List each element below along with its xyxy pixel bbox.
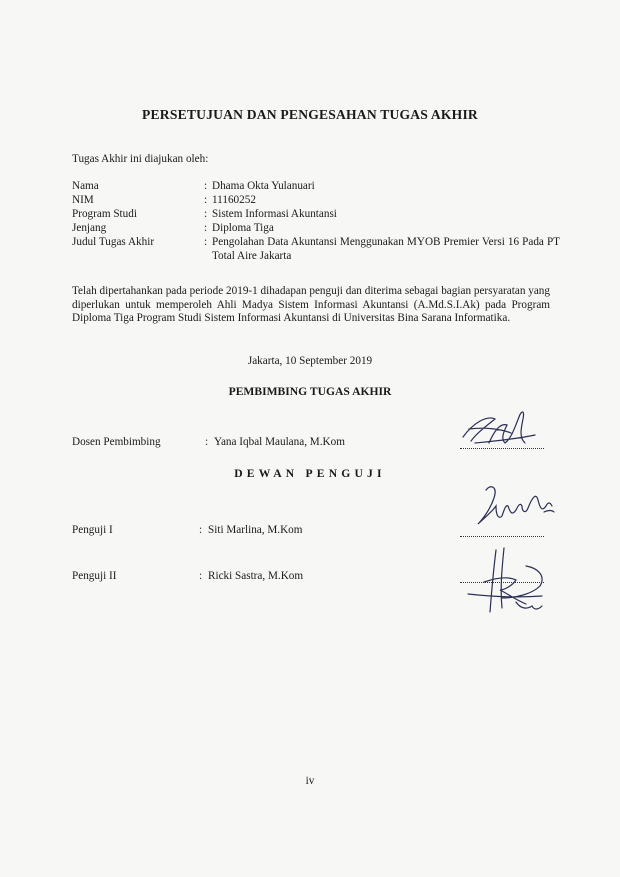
page-number: iv <box>305 775 315 787</box>
field-value: Sistem Informasi Akuntansi <box>212 208 337 220</box>
field-colon: : <box>204 180 208 192</box>
field-value: 11160252 <box>212 194 256 206</box>
penguji-colon: : <box>199 524 203 536</box>
field-value: Diploma Tiga <box>212 222 274 234</box>
field-label: Nama <box>72 180 99 192</box>
pembimbing-heading: PEMBIMBING TUGAS AKHIR <box>228 385 392 398</box>
penguji-label: Penguji II <box>72 570 117 582</box>
place-date: Jakarta, 10 September 2019 <box>247 355 373 367</box>
field-value: Dhama Okta Yulanuari <box>212 180 315 192</box>
field-colon: : <box>204 222 208 234</box>
penguji-label: Penguji I <box>72 524 113 536</box>
pembimbing-signature <box>455 403 547 453</box>
field-label: Program Studi <box>72 208 137 220</box>
field-value: Pengolahan Data Akuntansi Menggunakan MYOB Premier Versi 16 Pada PT Total Aire Jakarta <box>212 236 560 262</box>
pembimbing-colon: : <box>205 436 209 448</box>
field-colon: : <box>204 194 208 206</box>
field-colon: : <box>204 208 208 220</box>
penguji-colon: : <box>199 570 203 582</box>
penguji-name: Ricki Sastra, M.Kom <box>208 570 304 582</box>
field-label: NIM <box>72 194 94 206</box>
penguji-1-signature <box>470 480 560 536</box>
page-title: PERSETUJUAN DAN PENGESAHAN TUGAS AKHIR <box>142 107 478 122</box>
penguji-2-signature-line <box>460 582 544 584</box>
intro-text: Tugas Akhir ini diajukan oleh: <box>72 153 209 165</box>
dewan-penguji-heading: DEWAN PENGUJI <box>234 467 386 480</box>
pembimbing-label: Dosen Pembimbing <box>72 436 161 448</box>
field-label: Judul Tugas Akhir <box>72 236 155 248</box>
penguji-1-signature-line <box>460 536 544 538</box>
field-label: Jenjang <box>72 222 107 234</box>
penguji-name: Siti Marlina, M.Kom <box>208 524 303 536</box>
pembimbing-signature-line <box>460 448 544 450</box>
pembimbing-name: Yana Iqbal Maulana, M.Kom <box>214 436 345 448</box>
approval-paragraph: Telah dipertahankan pada periode 2019-1 dihadapan penguji dan diterima sebagai bagian persyaratan yang diperlukan untuk memperoleh Ahli Madya Sistem Informasi Akuntansi (A.Md.S.I.Ak) pada Program Diploma Tiga Program Studi Sistem Informasi Akuntansi di Universitas Bina Sarana Informatika. <box>72 285 550 325</box>
field-colon: : <box>204 236 208 248</box>
